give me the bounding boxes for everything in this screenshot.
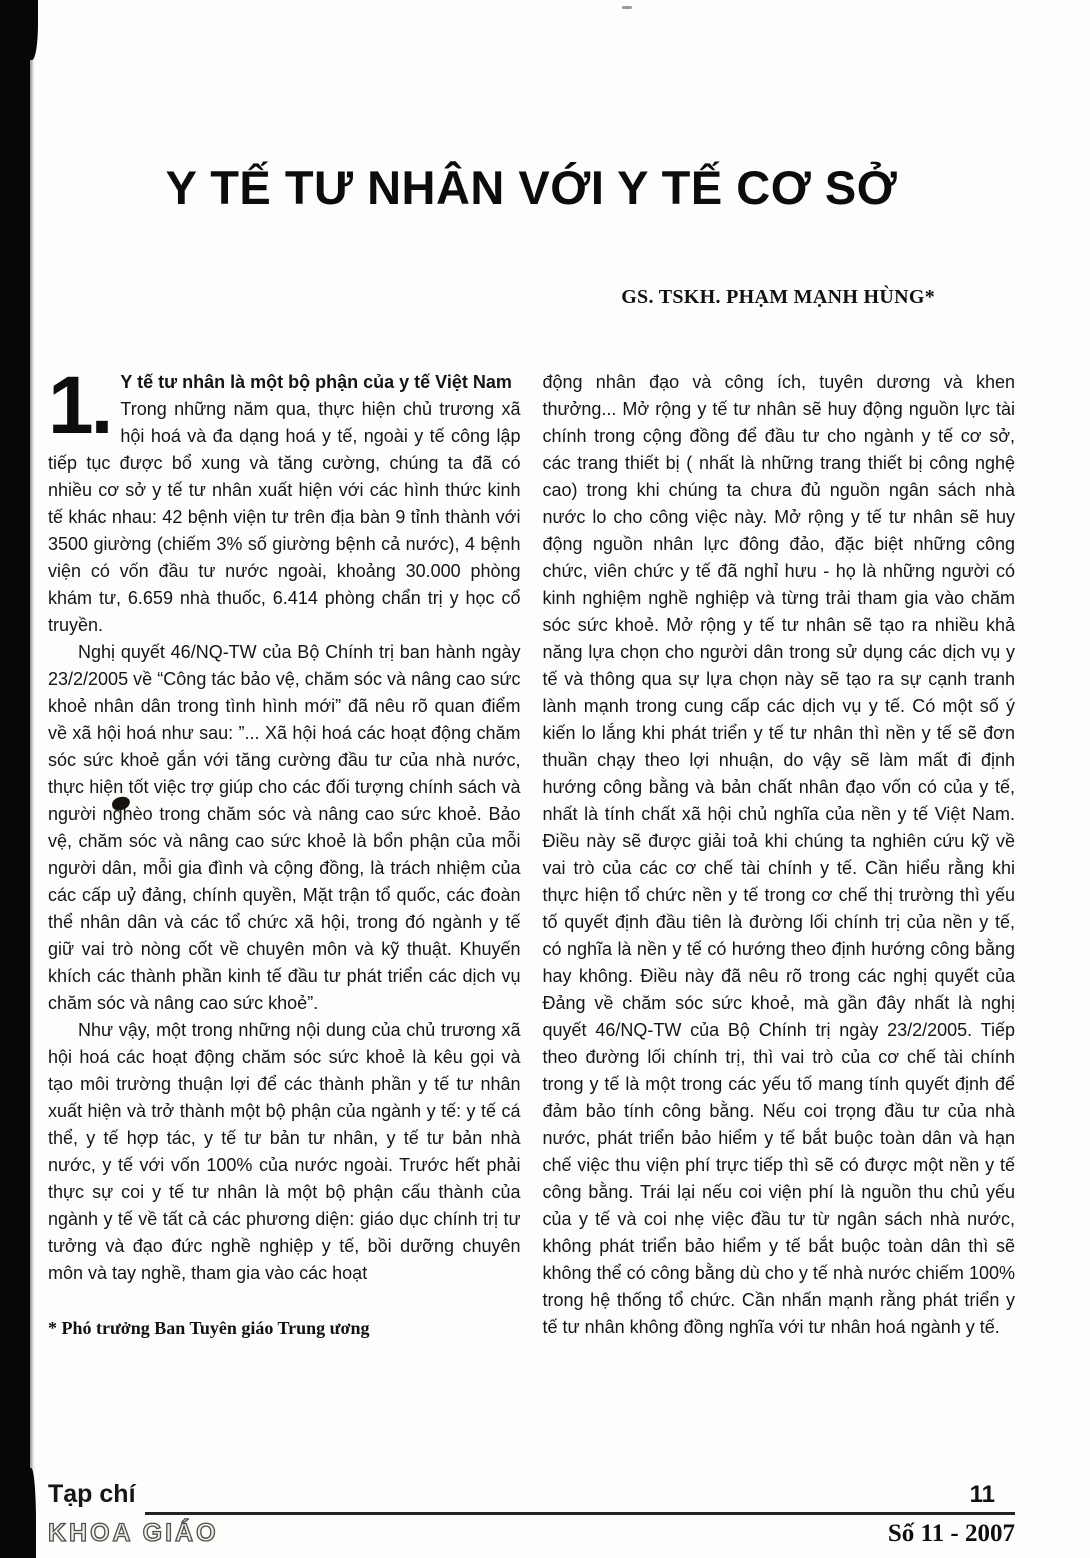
paragraph: Như vậy, một trong những nội dung của chủ trương xã hội hoá các hoạt động chăm sóc sức khoẻ là kêu gọi và tạo môi trường thuận lợi để các thành phần y tế tư nhân xuất hiện và trở thành một bộ phận của ngành y tế: y tế cá thể, y tế hợp tác, y tế tư bản tư nhân, y tế tư bản nhà nước, y tế với vốn 100% của nước ngoài. Trước hết phải thực sự coi y tế tư nhân là một bộ phận cấu thành của ngành y tế về tất cả các phương diện: giáo dục chính trị tư tưởng và đạo đức nghề nghiệp y tế, bồi dưỡng chuyên môn và tay nghề, tham gia vào các hoạt [48, 1020, 521, 1284]
paragraph: Nghị quyết 46/NQ-TW của Bộ Chính trị ban hành ngày 23/2/2005 về “Công tác bảo vệ, chăm sóc và nâng cao sức khoẻ nhân dân trong tình hình mới” đã nêu rõ quan điểm về xã hội hoá như sau: ”... Xã hội hoá các hoạt động chăm sóc sức khoẻ gắn với tăng cường đầu tư của nhà nước, thực hiện tốt việc trợ giúp cho các đối tượng chính sách và người nghèo trong chăm sóc và nâng cao sức khoẻ. Bảo vệ, chăm sóc và nâng cao sức khoẻ là bổn phận của mỗi người dân, mỗi gia đình và cộng đồng, là trách nhiệm của các cấp uỷ đảng, chính quyền, Mặt trận tổ quốc, các đoàn thể nhân dân và các tổ chức xã hội, trong đó ngành y tế giữ vai trò nòng cốt về chuyên môn và kỹ thuật. Khuyến khích các thành phần kinh tế đầu tư phát triển các dịch vụ chăm sóc và nâng cao sức khoẻ”. [48, 642, 521, 1014]
paragraph: động nhân đạo và công ích, tuyên dương và khen thưởng... Mở rộng y tế tư nhân sẽ huy động nguồn lực tài chính trong cộng đồng để đầu tư cho ngành y tế cơ sở, các trang thiết bị ( nhất là những trang thiết bị công nghệ cao) trong khi chúng ta chưa đủ nguồn ngân sách nhà nước lo cho công việc này. Mở rộng y tế tư nhân sẽ huy động nguồn nhân lực đông đảo, đặc biệt những công chức, viên chức y tế đã nghỉ hưu - họ là những người có kinh nghiệm nghề nghiệp và từng trải tham gia vào chăm sóc sức khoẻ. Mở rộng y tế tư nhân sẽ tạo ra nhiều khả năng lựa chọn cho người dân trong sử dụng các dịch vụ y tế và thông qua sự lựa chọn này sẽ tạo ra sự cạnh tranh lành mạnh trong cung cấp các dịch vụ y tế. Có một số ý kiến lo lắng khi phát triển y tế tư nhân thì nền y tế sẽ đơn thuần chạy theo lợi nhuận, do vậy sẽ làm mất đi định hướng công bằng và bản chất nhân đạo vốn có của y tế, nhất là tính chất xã hội chủ nghĩa của nền y tế Việt Nam. Điều này sẽ được giải toả khi chúng ta nghiên cứu kỹ về vai trò của các cơ chế tài chính y tế. Cần hiểu rằng khi thực hiện tổ chức nền y tế trong cơ chế thị trường thì yếu tố quyết định đầu tiên là đường lối chính trị của nền y tế, có nghĩa là nền y tế có hướng theo định hướng công bằng hay không. Điều này đã nêu rõ trong các nghị quyết của Đảng về chăm sóc sức khoẻ, mà gần đây nhất là nghị quyết 46/NQ-TW của Bộ Chính trị ngày 23/2/2005. Tiếp theo đường lối chính trị, thì vai trò của cơ chế tài chính trong y tế là một trong các yếu tố mang tính quyết định để đảm bảo tính công bằng. Nếu coi trọng đầu tư của nhà nước, phát triển bảo hiểm y tế bắt buộc toàn dân và hạn chế việc thu viện phí trực tiếp thì sẽ có được một nền y tế công bằng. Trái lại nếu coi viện phí là nguồn thu chủ yếu của y tế và coi nhẹ việc đầu tư từ ngân sách nhà nước, không phát triển bảo hiểm y tế bắt buộc toàn dân thì sẽ không thể có công bằng dù cho y tế nhà nước chiếm 100% trong hệ thống tổ chức. Cần nhấn mạnh rằng phát triển y tế tư nhân không đồng nghĩa với tư nhân hoá ngành y tế. [542, 372, 1015, 1338]
scan-edge-artifact [0, 0, 30, 1558]
article-body [48, 360, 1015, 1342]
journal-label: Tạp chí [48, 1480, 136, 1508]
paragraph-text: Trong những năm qua, thực hiện chủ trương xã hội hoá và đa dạng hoá y tế, ngoài y tế công lập tiếp tục được bổ xung và tăng cường, chúng ta đã có nhiều cơ sở y tế tư nhân xuất hiện với các hình thức kinh tế khác nhau: 42 bệnh viện tư trên địa bàn 9 tỉnh thành với 3500 giường (chiếm 3% số giường bệnh cả nước), 4 bệnh viện có vốn đầu tư nước ngoài, khoảng 30.000 phòng khám tư, 6.659 nhà thuốc, 6.414 phòng chẩn trị y học cổ truyền. [48, 399, 521, 636]
journal-name: KHOA GIÁO [48, 1519, 219, 1547]
article-title: Y TẾ TƯ NHÂN VỚI Y TẾ CƠ SỞ [165, 161, 898, 214]
section-heading: Y tế tư nhân là một bộ phận của y tế Việt Nam [120, 372, 512, 393]
footnote: * Phó trưởng Ban Tuyên giáo Trung ương [48, 1318, 370, 1339]
section-number-dropcap: 1. [48, 360, 111, 452]
page-footer [48, 1480, 1015, 1548]
author-byline: GS. TSKH. PHẠM MẠNH HÙNG* [621, 286, 935, 309]
footer-bottom-row [48, 1519, 1015, 1548]
footer-rule [145, 1512, 1015, 1515]
footer-top-row [48, 1480, 1015, 1509]
page-content [48, 0, 1015, 1342]
issue-number: Số 11 - 2007 [887, 1520, 1015, 1547]
left-column [48, 360, 521, 1342]
paragraph [48, 360, 521, 639]
page-number: 11 [969, 1481, 995, 1508]
right-column [543, 369, 1016, 1342]
